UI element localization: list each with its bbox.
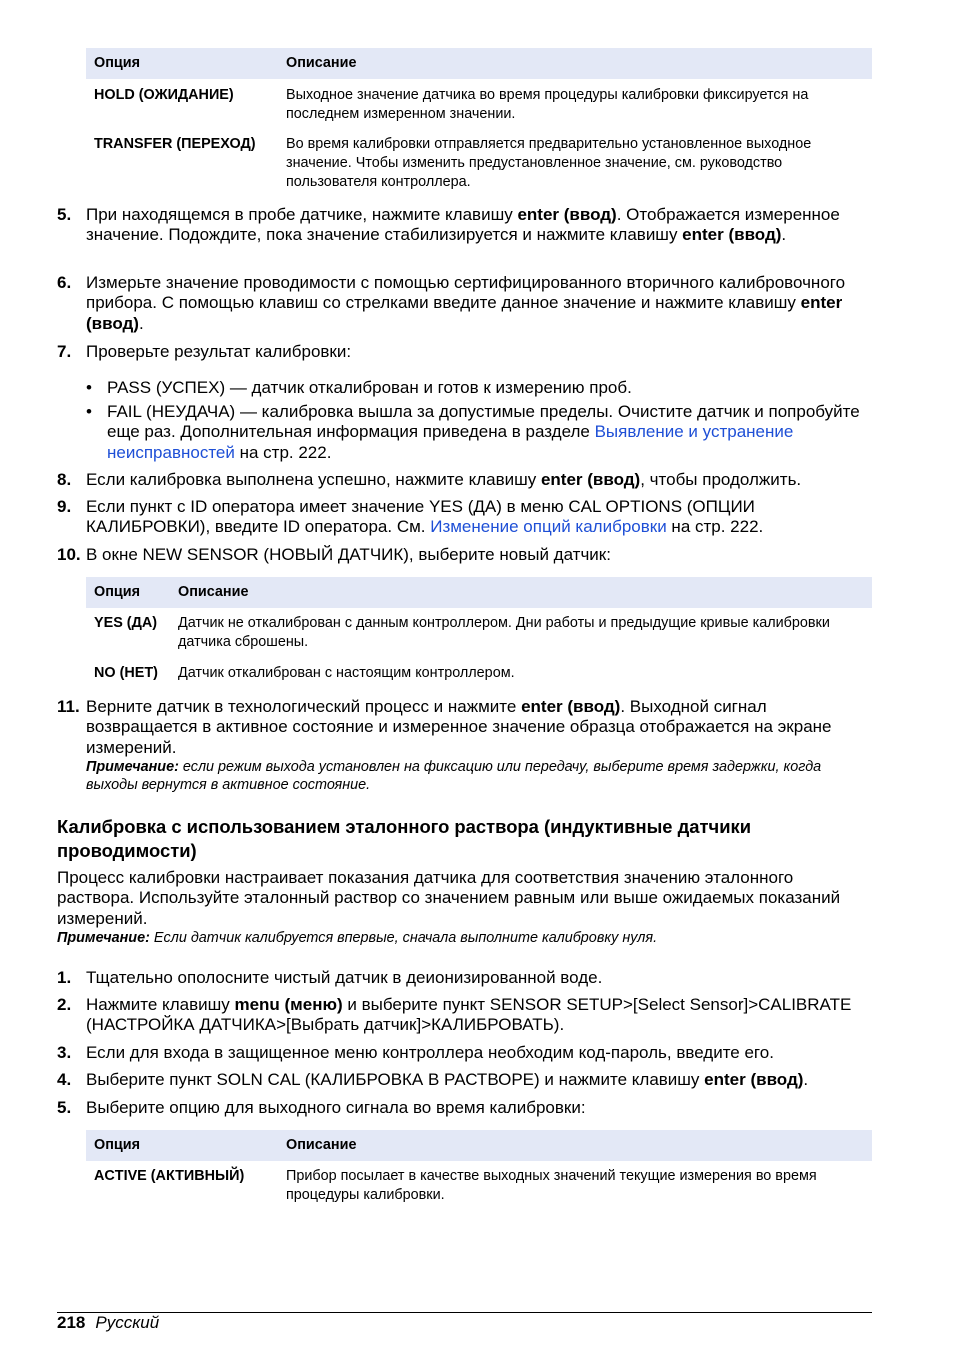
enter-key-label: enter (ввод) xyxy=(517,205,617,224)
step-text: Верните датчик в технологический процесс и нажмите enter (ввод). Выходной сигнал возвращается в активное состояние и измеренное значение образца отображается на экране измерений. xyxy=(86,697,832,757)
table-row xyxy=(86,608,872,664)
step-text: Измерьте значение проводимости с помощью сертифицированного вторичного калибровочного прибора. С помощью клавиш со стрелками введите данное значение и нажмите клавишу enter (ввод). xyxy=(86,273,846,333)
description-yes: Датчик не откалиброван с данным контроллером. Дни работы и предыдущие кривые калибровки датчика сброшены. xyxy=(178,615,830,650)
page-number: 218 xyxy=(57,1313,86,1332)
column-header-description: Описание xyxy=(278,1130,872,1161)
step-text: Если для входа в защищенное меню контроллера необходим код-пароль, введите его. xyxy=(86,1043,774,1062)
column-header-option: Опция xyxy=(86,48,278,79)
note: Примечание: если режим выхода установлен на фиксацию или передачу, выберите время задержки, когда выходы вернутся в активное состояние. xyxy=(86,759,822,794)
step-number: 6. xyxy=(57,273,72,292)
enter-key-label: enter (ввод) xyxy=(86,293,843,333)
enter-key-label: enter (ввод) xyxy=(540,470,641,489)
step-number: 4. xyxy=(57,1070,72,1089)
description-active: Прибор посылает в качестве выходных значений текущие измерения во время процедуры калибровки. xyxy=(286,1168,817,1203)
step-text: Если калибровка выполнена успешно, нажмите клавишу enter (ввод), чтобы продолжить. xyxy=(86,470,802,489)
page-footer xyxy=(57,1313,159,1333)
step-number: 5. xyxy=(57,1098,72,1117)
option-no: NO (НЕТ) xyxy=(94,665,158,681)
options-table-output-mode xyxy=(86,48,872,192)
step-text: Если пункт с ID оператора имеет значение YES (ДА) в меню CAL OPTIONS (ОПЦИИ КАЛИБРОВКИ), введите ID оператора. См. Изменение опций калибровки на стр. 222. xyxy=(86,497,764,537)
column-header-option: Опция xyxy=(86,577,170,608)
table-row xyxy=(86,135,872,192)
footer-divider xyxy=(57,1312,872,1313)
bullet-icon: • xyxy=(86,378,92,397)
step-number: 5. xyxy=(57,205,72,224)
option-hold: HOLD (ОЖИДАНИЕ) xyxy=(94,87,234,103)
enter-key-label: enter (ввод) xyxy=(704,1070,804,1089)
table-header-row xyxy=(86,48,872,79)
step-text: Тщательно ополосните чистый датчик в деионизированной воде. xyxy=(86,968,603,987)
step-text: При находящемся в пробе датчике, нажмите клавишу enter (ввод). Отображается измеренное значение. Подождите, пока значение стабилизируется и нажмите клавишу enter (ввод). xyxy=(86,205,840,245)
section-heading: Калибровка с использованием эталонного раствора (индуктивные датчики проводимости) xyxy=(57,816,752,861)
note-label: Примечание: xyxy=(57,930,150,946)
description-transfer: Во время калибровки отправляется предварительно установленное выходное значение. Чтобы изменить предустановленное значение, см. руководство пользователя контроллера. xyxy=(286,136,812,190)
menu-key-label: menu (меню) xyxy=(234,995,343,1014)
column-header-option: Опция xyxy=(86,1130,278,1161)
enter-key-label: enter (ввод) xyxy=(521,697,621,716)
table-row xyxy=(86,664,872,683)
step-number: 11. xyxy=(57,697,80,716)
table-header-row xyxy=(86,577,872,608)
step-text: Выберите опцию для выходного сигнала во время калибровки: xyxy=(86,1098,586,1117)
column-header-description: Описание xyxy=(278,48,872,79)
bullet-text: FAIL (НЕУДАЧА) — калибровка вышла за допустимые пределы. Очистите датчик и попробуйте еще раз. Дополнительная информация приведена в разделе Выявление и устранение неисправностей на стр. 222. xyxy=(107,402,860,462)
column-header-description: Описание xyxy=(170,577,872,608)
step-text: Нажмите клавишу menu (меню) и выберите пункт SENSOR SETUP>[Select Sensor]>CALIBRATE (НАСТРОЙКА ДАТЧИКА>[Выбрать датчик]>КАЛИБРОВАТЬ). xyxy=(86,995,852,1035)
note-label: Примечание: xyxy=(86,759,179,776)
section-intro: Процесс калибровки настраивает показания датчика для соответствия значению эталонного раствора. Используйте эталонный раствор со значением равным или выше ожидаемых показаний измерений. xyxy=(57,868,841,928)
description-no: Датчик откалиброван с настоящим контроллером. xyxy=(178,665,515,681)
table-row xyxy=(86,79,872,135)
option-active: ACTIVE (АКТИВНЫЙ) xyxy=(94,1168,245,1184)
change-cal-options-link[interactable]: Изменение опций калибровки xyxy=(430,517,667,537)
step-number: 8. xyxy=(57,470,72,489)
step-text: Проверьте результат калибровки: xyxy=(86,342,352,361)
step-number: 1. xyxy=(57,968,72,987)
option-transfer: TRANSFER (ПЕРЕХОД) xyxy=(94,136,256,152)
enter-key-label: enter (ввод) xyxy=(682,225,782,245)
bullet-icon: • xyxy=(86,402,92,421)
troubleshooting-link[interactable]: Выявление и устранение неисправностей xyxy=(107,422,794,462)
step-number: 3. xyxy=(57,1043,72,1062)
option-yes: YES (ДА) xyxy=(94,615,158,631)
section-note: Примечание: Если датчик калибруется впервые, сначала выполните калибровку нуля. xyxy=(57,930,658,946)
bullet-text: PASS (УСПЕХ) — датчик откалиброван и готов к измерению проб. xyxy=(107,378,632,397)
description-hold: Выходное значение датчика во время процедуры калибровки фиксируется на последнем измеренном значении. xyxy=(286,87,809,122)
table-header-row xyxy=(86,1130,872,1161)
options-table-new-sensor xyxy=(86,577,872,683)
step-number: 2. xyxy=(57,995,72,1014)
footer-language: Русский xyxy=(95,1313,160,1332)
step-text: Выберите пункт SOLN CAL (КАЛИБРОВКА В РАСТВОРЕ) и нажмите клавишу enter (ввод). xyxy=(86,1070,809,1089)
step-number: 9. xyxy=(57,497,72,516)
step-number: 7. xyxy=(57,342,72,361)
table-row xyxy=(86,1161,872,1205)
step-number: 10. xyxy=(57,545,81,564)
step-text: В окне NEW SENSOR (НОВЫЙ ДАТЧИК), выберите новый датчик: xyxy=(86,545,611,564)
options-table-calibration-output xyxy=(86,1130,872,1205)
